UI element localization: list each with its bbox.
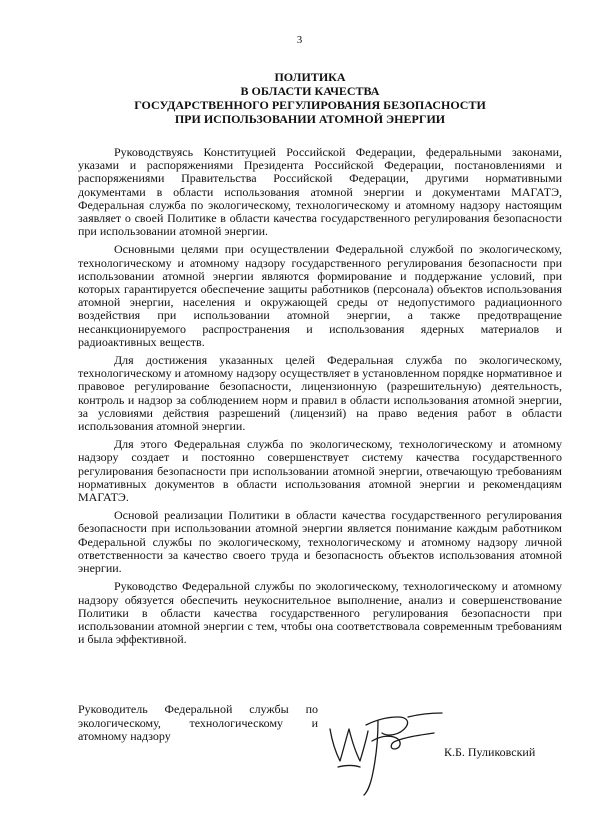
signer-position [78, 703, 318, 744]
paragraph-2: Основными целями при осуществлении Федеральной службой по экологическому, технологическому и атомному надзору государственного регулирования безопасности при использовании атомной энергии являются формирование и поддержание условий, при которых гарантируется обеспечение защиты работников (персонала) объектов использования атомной энергии, населения и окружающей среды от недопустимого радиационного воздействия при использовании атомной энергии, а также предотвращение несанкционируемого распространения и использования ядерных материалов и радиоактивных веществ. [78, 242, 562, 349]
paragraph-1: Руководствуясь Конституцией Российской Федерации, федеральными законами, указами и распоряжениями Президента Российской Федерации, постановлениями и распоряжениями Правительства Российской Федерации, другими нормативными документами в области использования атомной энергии и документами МАГАТЭ, Федеральная служба по экологическому, технологическому и атомному надзору настоящим заявляет о своей Политике в области качества государственного регулирования безопасности при использовании атомной энергии. [78, 145, 562, 239]
title-line-4: ПРИ ИСПОЛЬЗОВАНИИ АТОМНОЙ ЭНЕРГИИ [174, 112, 446, 126]
paragraph-3: Для достижения указанных целей Федеральная служба по экологическому, технологическому и атомному надзору осуществляет в установленном порядке нормативное и правовое регулирование безопасности, лицензионную (разрешительную) деятельность, контроль и надзор за соблюдением норм и правил в области использования атомной энергии, за условиями действия разрешений (лицензий) на право ведения работ в области использования атомной энергии. [78, 353, 562, 434]
paragraph-5: Основой реализации Политики в области качества государственного регулирования безопасности при использовании атомной энергии является понимание каждым работником Федеральной службы по экологическому, технологическому и атомному надзору личной ответственности за качество своего труда и безопасность объектов использования атомной энергии. [78, 508, 562, 576]
title-line-2: В ОБЛАСТИ КАЧЕСТВА [240, 84, 380, 98]
page-number: 3 [296, 34, 303, 46]
signer-position-line-2: экологическому, технологическому и [78, 715, 318, 730]
document-title [60, 70, 560, 126]
title-line-1: ПОЛИТИКА [274, 70, 346, 84]
signer-name: К.Б. Пуликовский [444, 745, 536, 759]
document-body [78, 146, 562, 651]
signer-position-line-1: Руководитель Федеральной службы по [78, 702, 318, 716]
paragraph-4: Для этого Федеральная служба по экологическому, технологическому и атомному надзору создает и постоянно совершенствует систему качества государственного регулирования безопасности при использовании атомной энергии, отвечающую требованиям нормативных документов в области использования атомной энергии и рекомендациям МАГАТЭ. [78, 437, 562, 505]
title-line-3: ГОСУДАРСТВЕННОГО РЕГУЛИРОВАНИЯ БЕЗОПАСНОСТИ [134, 98, 486, 112]
signer-position-line-3: атомному надзору [78, 729, 171, 743]
paragraph-6: Руководство Федеральной службы по экологическому, технологическому и атомному надзору обязуется обеспечить неукоснительное выполнение, анализ и совершенствование Политики в области качества государственного регулирования безопасности при использовании атомной энергии с тем, чтобы она соответствовала современным требованиям и была эффективной. [78, 579, 562, 647]
signature-block [78, 703, 562, 803]
handwritten-signature [316, 695, 456, 799]
